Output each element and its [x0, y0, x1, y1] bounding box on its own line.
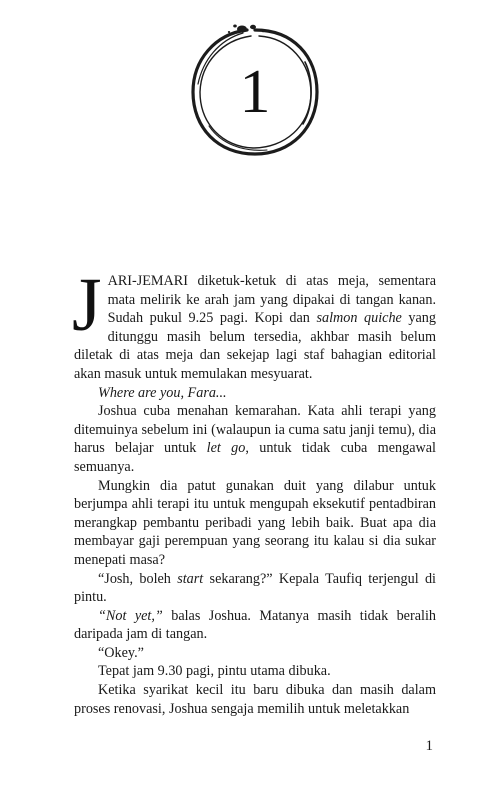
- paragraph-text: ARI-JEMARI diketuk-ketuk di atas meja, sementara mata melirik ke arah jam yang dipakai di tangan kanan. Sudah pukul 9.25 pagi. Kopi dan: [107, 273, 436, 327]
- italic-phrase: let go: [206, 440, 246, 457]
- paragraph-text: yang ditunggu masih belum tersedia, akhbar masih belum diletak di atas meja dan sekejap lagi staf bahagian editorial akan masuk untuk memulakan mesyuarat.: [74, 310, 436, 382]
- paragraph-6: [74, 607, 436, 644]
- paragraph-text: balas Joshua. Matanya masih tidak beralih daripada jam di tangan.: [74, 607, 436, 643]
- paragraph-2: [74, 384, 436, 403]
- italic-phrase: start: [177, 570, 204, 587]
- paragraph-text: sekarang?” Kepala Taufiq terjengul di pintu.: [74, 570, 436, 606]
- paragraph-text: Mungkin dia patut gunakan duit yang dilabur untuk berjumpa ahli terapi itu untuk mengupah eksekutif pentadbiran merangkap pembantu peribadi yang lebih baik. Buat apa dia membayar gaji perempuan yang seorang itu kalau si dia sukar menepati masa?: [74, 477, 436, 568]
- drop-cap: J: [72, 263, 102, 347]
- paragraph-1: [72, 263, 436, 384]
- paragraph-9: [74, 681, 436, 718]
- chapter-emblem: [185, 22, 325, 162]
- paragraph-8: [74, 662, 436, 681]
- paragraph-text: Joshua cuba menahan kemarahan. Kata ahli terapi yang ditemuinya sebelum ini (walaupun ia cuma satu janji temu), dia harus belajar untuk: [74, 403, 436, 457]
- paragraph-3: [74, 402, 436, 476]
- paragraph-text: “Okey.”: [98, 644, 144, 661]
- chapter-number: 1: [239, 58, 271, 126]
- paragraph-text: “Josh, boleh: [98, 570, 178, 587]
- paragraph-5: [74, 570, 436, 607]
- paragraph-text: , untuk tidak cuba mengawal semuanya.: [74, 440, 436, 475]
- italic-phrase: salmon quiche: [316, 310, 402, 327]
- paragraph-7: [74, 644, 436, 663]
- paragraph-4: [74, 477, 436, 570]
- italic-phrase: “Not yet,”: [98, 607, 163, 624]
- page-number: 1: [425, 738, 433, 754]
- italic-phrase: Where are you, Fara...: [98, 384, 227, 401]
- paragraph-text: Tepat jam 9.30 pagi, pintu utama dibuka.: [98, 663, 331, 680]
- chapter-body-text: [72, 263, 436, 718]
- paragraph-text: Ketika syarikat kecil itu baru dibuka dan masih dalam proses renovasi, Joshua sengaja memilih untuk meletakkan: [74, 682, 436, 717]
